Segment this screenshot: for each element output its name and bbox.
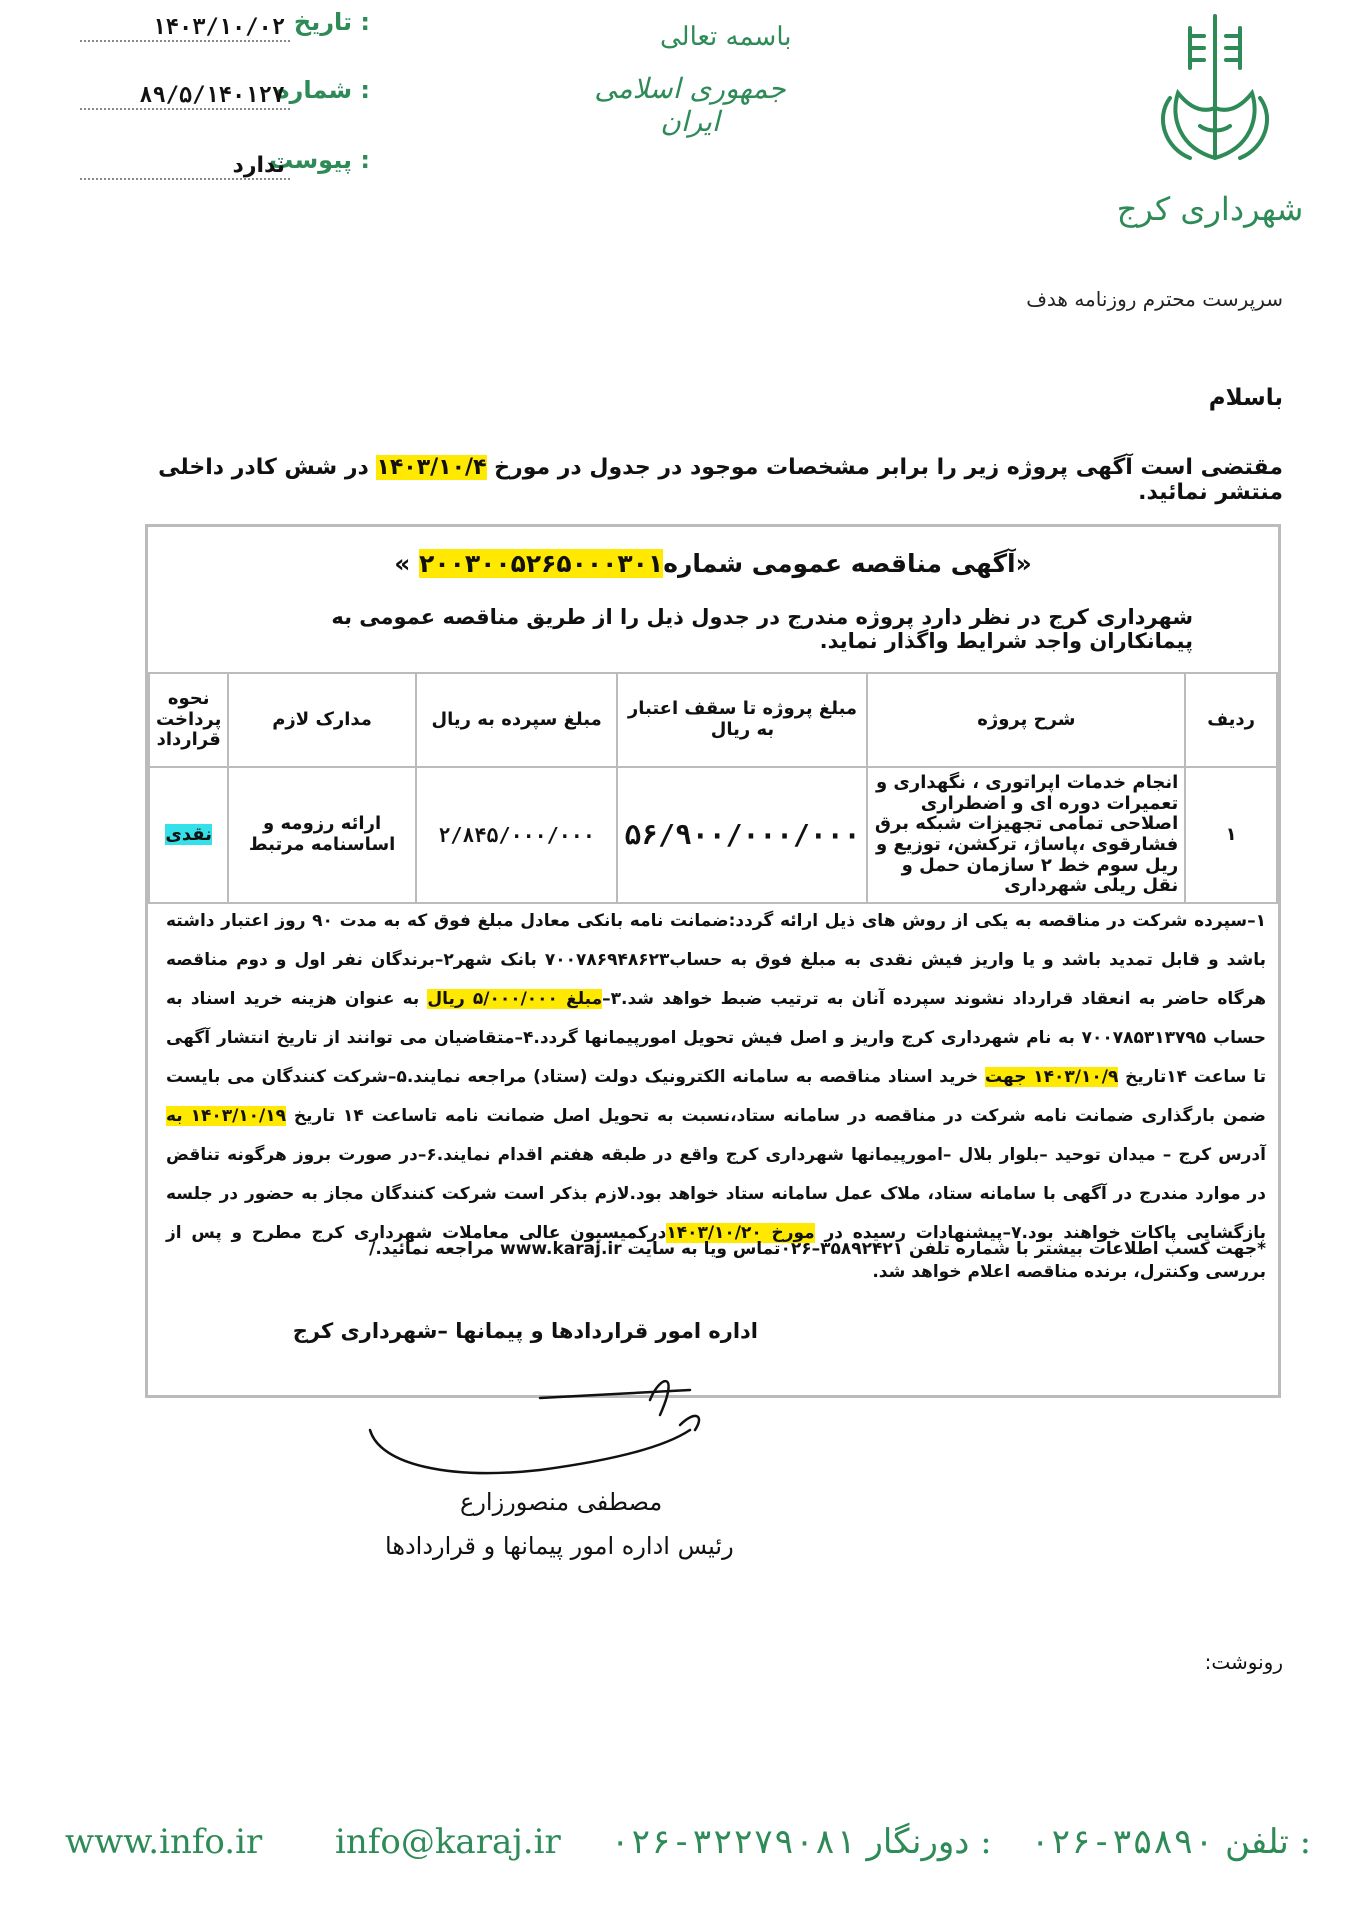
document-fee: مبلغ ۵/۰۰۰/۰۰۰ ریال bbox=[427, 989, 603, 1009]
header-description: شرح پروژه bbox=[867, 673, 1185, 767]
footer-email: info@karaj.ir bbox=[335, 1822, 561, 1862]
municipality-name: شهرداری کرج bbox=[1116, 190, 1304, 228]
row-deposit: ۲/۸۴۵/۰۰۰/۰۰۰ bbox=[416, 767, 618, 903]
terms-part-5: درکمیسیون عالی معاملات شهرداری کرج مطرح و پس از بررسی وکنترل، برنده مناقصه اعلام خواهد شد. bbox=[166, 1223, 1266, 1282]
greeting: باسلام bbox=[1208, 385, 1283, 411]
phone-number: ۰۲۶-۳۵۸۹۰ bbox=[1030, 1822, 1215, 1862]
purchase-deadline: ۱۴۰۳/۱۰/۹ جهت bbox=[985, 1067, 1119, 1087]
header-deposit: مبلغ سپرده به ریال bbox=[416, 673, 618, 767]
contact-info: *جهت کسب اطلاعات بیشتر با شماره تلفن ۳۵۸۹۲۴۲۱–۰۲۶تماس ویا به سایت www.karaj.ir مراجعه نمائید./ bbox=[369, 1239, 1266, 1259]
row-documents: ارائه رزومه و اساسنامه مرتبط bbox=[228, 767, 415, 903]
footer-website: www.info.ir bbox=[65, 1822, 263, 1862]
submission-deadline: ۱۴۰۳/۱۰/۱۹ به bbox=[166, 1106, 287, 1126]
number-label: شماره : bbox=[275, 76, 370, 104]
tender-terms bbox=[166, 902, 1266, 1292]
attachment-field bbox=[80, 146, 370, 186]
signatory-name: مصطفی منصورزارع bbox=[460, 1488, 663, 1516]
signatory-title: رئیس اداره امور پیمانها و قراردادها bbox=[385, 1532, 734, 1560]
attachment-value: ندارد bbox=[232, 153, 285, 178]
tender-notice-box bbox=[145, 524, 1281, 1398]
row-payment: نقدی bbox=[165, 823, 212, 845]
date-value: ۱۴۰۳/۱۰/۰۲ bbox=[152, 15, 285, 40]
attachment-label: پیوست : bbox=[269, 146, 370, 174]
tender-title bbox=[148, 549, 1278, 578]
cc-label: رونوشت: bbox=[1204, 1650, 1283, 1674]
issuing-office: اداره امور قراردادها و پیمانها –شهرداری کرج bbox=[292, 1319, 758, 1343]
opening-date: مورخ ۱۴۰۳/۱۰/۲۰ bbox=[666, 1223, 815, 1243]
header-documents: مدارک لازم bbox=[228, 673, 415, 767]
date-field bbox=[80, 8, 370, 48]
number-field bbox=[80, 76, 370, 116]
terms-part-1: ۱–سپرده شرکت در مناقصه به یکی از روش های ذیل ارائه گردد:ضمانت نامه بانکی معادل مبلغ فوق که به مدت ۹۰ روز اعتبار داشته باشد و قابل تمدید باشد و یا واریز فیش نقدی به مبلغ فوق به حساب۷۰۰۷۸۶۹۴۸۶۲۳ بانک شهر۲–برندگان نفر اول و دوم مناقصه هرگاه حاضر به انعقاد قرارداد نشوند سپرده آنان به ترتیب ضبط خواهد شد.۳– bbox=[166, 911, 1266, 1009]
signature-icon bbox=[360, 1370, 740, 1490]
intro-paragraph bbox=[133, 455, 1283, 505]
header-row-number: ردیف bbox=[1185, 673, 1277, 767]
republic-heading: جمهوری اسلامی ایران bbox=[594, 72, 786, 138]
tender-number: ۲۰۰۳۰۰۵۲۶۵۰۰۰۳۰۱ bbox=[419, 549, 664, 578]
row-amount: ۵۶/۹۰۰/۰۰۰/۰۰۰ bbox=[617, 767, 867, 903]
footer-phone bbox=[1030, 1822, 1311, 1862]
header-amount: مبلغ پروژه تا سقف اعتبار به ریال bbox=[617, 673, 867, 767]
tender-title-start: «آگهی مناقصه عمومی شماره bbox=[663, 549, 1032, 578]
fax-number: ۰۲۶-۳۲۲۷۹۰۸۱ bbox=[610, 1822, 856, 1862]
table-row bbox=[149, 767, 1277, 903]
intro-publish-date: ۱۴۰۳/۱۰/۴ bbox=[376, 455, 487, 480]
terms-part-3: خرید اسناد مناقصه به سامانه الکترونیک دولت (ستاد) مراجعه نمایند.۵–شرکت کنندگان می بایست ضمن بارگذاری ضمانت نامه شرکت در مناقصه در سامانه ستاد،نسبت به تحویل اصل ضمانت نامه تاساعت ۱۴ تاریخ bbox=[166, 1067, 1266, 1126]
fax-label: دورنگار : bbox=[866, 1822, 992, 1862]
number-value: ۸۹/۵/۱۴۰۱۲۷ bbox=[139, 83, 285, 108]
tender-title-end: » bbox=[394, 549, 420, 578]
table-header-row bbox=[149, 673, 1277, 767]
header-payment: نحوه پرداخت قرارداد bbox=[149, 673, 228, 767]
terms-part-4: آدرس کرج – میدان توحید –بلوار بلال –امورپیمانها شهرداری کرج واقع در طبقه هفتم اقدام نمایند.۶–در صورت بروز هرگونه تناقض در موارد مندرج در آگهی با سامانه ستاد، ملاک عمل سامانه ستاد خواهد بود.لازم بذکر است شرکت کنندگان مجاز به حضور در جلسه بازگشایی پاکات خواهند بود.۷–پیشنهادات رسیده در bbox=[166, 1145, 1267, 1243]
recipient-line: سرپرست محترم روزنامه هدف bbox=[1026, 287, 1283, 311]
row-payment-cell bbox=[149, 767, 228, 903]
municipality-logo-icon bbox=[1150, 8, 1280, 188]
intro-text-end: در شش کادر داخلی منتشر نمائید. bbox=[158, 455, 1283, 505]
footer-fax bbox=[610, 1822, 992, 1862]
tender-subtitle: شهرداری کرج در نظر دارد پروژه مندرج در جدول ذیل را از طریق مناقصه عمومی به پیمانکاران واجد شرایط واگذار نماید. bbox=[331, 605, 1193, 653]
intro-text-start: مقتضی است آگهی پروژه زیر را برابر مشخصات موجود در جدول در مورخ bbox=[486, 455, 1283, 480]
row-description: انجام خدمات اپراتوری ، نگهداری و تعمیرات دوره ای و اضطراری اصلاحی تمامی تجهیزات شبکه برق فشارقوی ،پاساژ، ترکشن، توزیع و ریل سوم خط ۲ سازمان حمل و نقل ریلی شهرداری bbox=[867, 767, 1185, 903]
phone-label: تلفن : bbox=[1225, 1822, 1312, 1862]
tender-table bbox=[148, 672, 1278, 904]
terms-part-2: به عنوان هزینه خرید اسناد به حساب ۷۰۰۷۸۵۳۱۳۷۹۵ به نام شهرداری کرج واریز و اصل فیش تحویل امورپیمانها گردد.۴–متقاضیان می توانند از تاریخ انتشار آگهی تا ساعت ۱۴تاریخ bbox=[166, 989, 1267, 1087]
date-label: تاریخ : bbox=[293, 8, 370, 36]
emblem-calligraphy: باسمه تعالی bbox=[660, 22, 792, 52]
row-number: ۱ bbox=[1185, 767, 1277, 903]
